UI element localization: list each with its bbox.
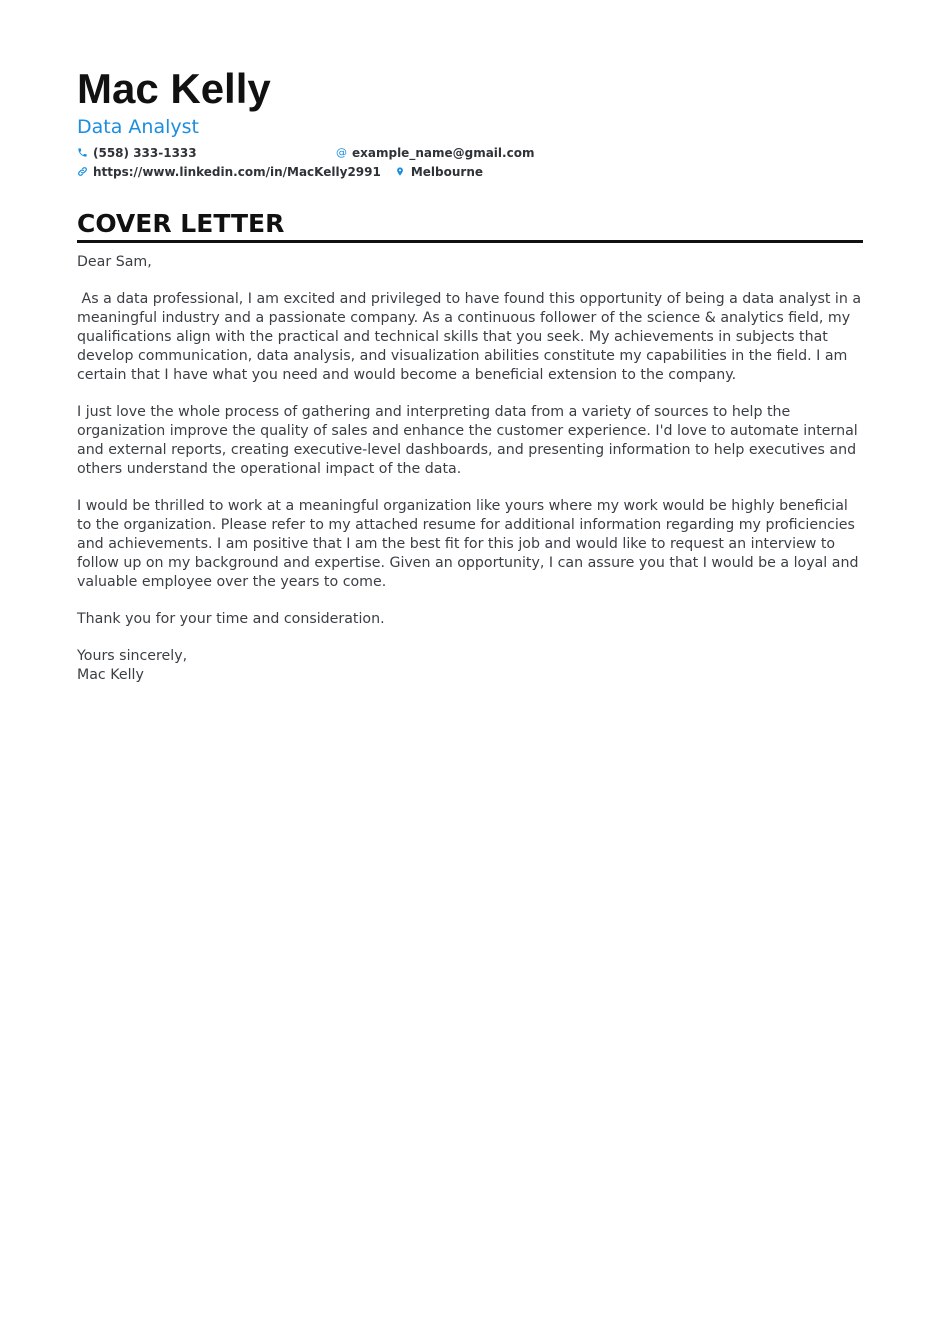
contact-info <box>77 143 863 181</box>
letter-paragraph-1: As a data professional, I am excited and privileged to have found this opportunity of being a data analyst in a meaningful industry and a passionate company. As a continuous follower of the science & analytics field, my qualifications align with the practical and technical skills that you seek. My achievements in subjects that develop communication, data analysis, and visualization abilities constitute my capabilities in the field. I am certain that I have what you need and would become a beneficial extension to the company. <box>77 291 866 383</box>
contact-row-1 <box>77 143 863 162</box>
linkedin-contact <box>77 165 381 179</box>
linkedin-url[interactable]: https://www.linkedin.com/in/MacKelly2991 <box>93 164 381 179</box>
location: Melbourne <box>410 164 484 179</box>
letter-paragraph-3: I would be thrilled to work at a meaningful organization like yours where my work would be highly beneficial to the organization. Please refer to my attached resume for additional information regarding my proficiencies and achievements. I am positive that I am the best fit for this job and would like to request an interview to follow up on my background and expertise. Given an opportunity, I can assure you that I would be a loyal and valuable employee over the years to come. <box>77 498 859 590</box>
location-pin-icon <box>395 166 406 177</box>
link-icon <box>77 166 88 177</box>
cover-letter-page <box>77 65 866 703</box>
thanks-line: Thank you for your time and consideration. <box>77 611 385 627</box>
job-title: Data Analyst <box>77 116 199 138</box>
signoff: Yours sincerely, <box>77 648 188 664</box>
letter-paragraph-2: I just love the whole process of gathering and interpreting data from a variety of sources to help the organization improve the quality of sales and enhance the customer experience. I'd love to automate internal and external reports, creating executive-level dashboards, and presenting information to help executives and others understand the operational impact of the data. <box>77 404 858 477</box>
location-contact <box>395 165 483 179</box>
phone-number: (558) 333-1333 <box>93 145 197 160</box>
email-contact <box>336 146 534 160</box>
phone-icon <box>77 147 88 158</box>
email-address[interactable]: example_name@gmail.com <box>352 145 535 160</box>
letter-body <box>77 253 866 685</box>
signature: Mac Kelly <box>77 667 144 683</box>
salutation: Dear Sam, <box>77 254 152 270</box>
phone-contact <box>77 146 336 160</box>
section-heading: COVER LETTER <box>77 209 863 243</box>
at-icon: @ <box>336 146 347 159</box>
candidate-name: Mac Kelly <box>77 65 271 112</box>
closing <box>77 647 863 685</box>
contact-row-2 <box>77 162 863 181</box>
